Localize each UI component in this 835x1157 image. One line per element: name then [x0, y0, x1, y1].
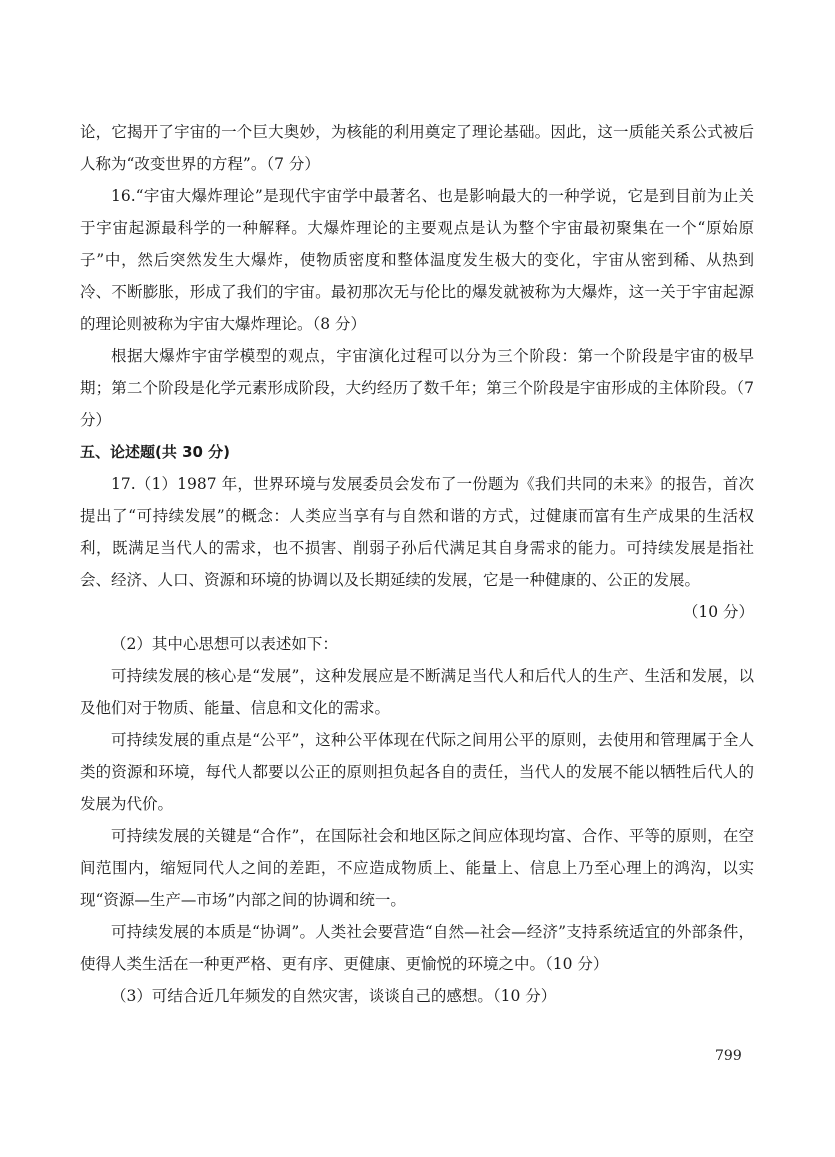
paragraph-continuation: 论，它揭开了宇宙的一个巨大奥妙，为核能的利用奠定了理论基础。因此，这一质能关系公式被后人称为“改变世界的方程”。（7 分） — [80, 123, 754, 173]
document-body — [80, 116, 754, 1012]
paragraph-focus-fairness: 可持续发展的重点是“公平”，这种公平体现在代际之间用公平的原则，去使用和管理属于全人类的资源和环境，每代人都要以公正的原则担负起各自的责任，当代人的发展不能以牺牲后代人的发展为代价。 — [80, 731, 754, 813]
paragraph-question-16: 16.“宇宙大爆炸理论”是现代宇宙学中最著名、也是影响最大的一种学说，它是到目前为止关于宇宙起源最科学的一种解释。大爆炸理论的主要观点是认为整个宇宙最初聚集在一个“原始原子”中，然后突然发生大爆炸，使物质密度和整体温度发生极大的变化，宇宙从密到稀、从热到冷、不断膨胀，形成了我们的宇宙。最初那次无与伦比的爆发就被称为大爆炸，这一关于宇宙起源的理论则被称为宇宙大爆炸理论。（8 分） — [80, 187, 754, 333]
score-label: （10 分） — [682, 603, 754, 621]
paragraph-key-cooperation: 可持续发展的关键是“合作”，在国际社会和地区际之间应体现均富、合作、平等的原则，在空间范围内，缩短同代人之间的差距，不应造成物质上、能量上、信息上乃至心理上的鸿沟，以实现“资源—生产—市场”内部之间的协调和统一。 — [80, 827, 754, 909]
paragraph-big-bang-stages: 根据大爆炸宇宙学模型的观点，宇宙演化过程可以分为三个阶段：第一个阶段是宇宙的极早期；第二个阶段是化学元素形成阶段，大约经历了数千年；第三个阶段是宇宙形成的主体阶段。（7 分） — [80, 347, 754, 429]
paragraph-question-17-part2: （2）其中心思想可以表述如下： — [111, 635, 338, 653]
paragraph-core-development: 可持续发展的核心是“发展”，这种发展应是不断满足当代人和后代人的生产、生活和发展，以及他们对于物质、能量、信息和文化的需求。 — [80, 667, 754, 717]
page-number: 799 — [715, 1048, 742, 1064]
paragraph-essence-coordination: 可持续发展的本质是“协调”。人类社会要营造“自然—社会—经济”支持系统适宜的外部条件，使得人类生活在一种更严格、更有序、更健康、更愉悦的环境之中。（10 分） — [80, 923, 754, 973]
paragraph-question-17-part1: 17.（1）1987 年，世界环境与发展委员会发布了一份题为《我们共同的未来》的报告，首次提出了“可持续发展”的概念：人类应当享有与自然和谐的方式，过健康而富有生产成果的生活权利，既满足当代人的需求，也不损害、削弱子孙后代满足其自身需求的能力。可持续发展是指社会、经济、人口、资源和环境的协调以及长期延续的发展，它是一种健康的、公正的发展。 — [80, 475, 754, 589]
section-heading-essay: 五、论述题(共 30 分) — [80, 443, 231, 461]
paragraph-question-17-part3: （3）可结合近几年频发的自然灾害，谈谈自己的感想。（10 分） — [111, 987, 557, 1005]
